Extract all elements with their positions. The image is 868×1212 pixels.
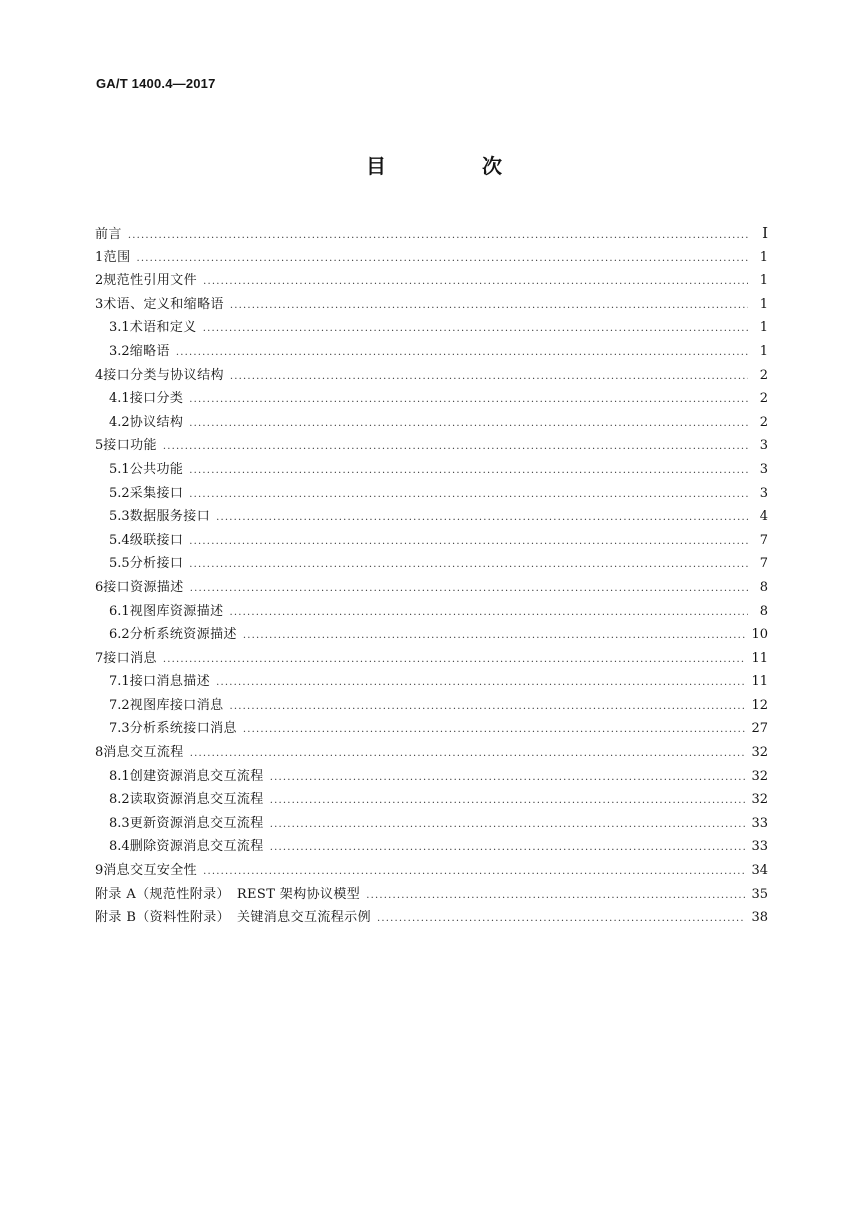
toc-entry-page-number: 1 — [759, 273, 768, 289]
dot-leader — [189, 387, 748, 411]
toc-entry-number: 3.2 — [109, 343, 130, 359]
toc-entry-number: 4 — [95, 367, 104, 383]
toc-entry-label: 读取资源消息交互流程 — [129, 792, 264, 808]
toc-entry-label: 接口分类与协议结构 — [103, 367, 224, 383]
toc-entry-number: 9 — [95, 863, 104, 879]
toc-entry-label: 接口消息 — [103, 650, 157, 666]
document-code: GA/T 1400.4—2017 — [96, 76, 216, 91]
toc-entry-label: 数据服务接口 — [129, 509, 211, 525]
toc-entry-label: 分析系统资源描述 — [129, 627, 237, 643]
toc-entry-number: 8.4 — [109, 839, 130, 855]
dot-leader — [136, 246, 748, 270]
toc-entry-number: 8.3 — [109, 815, 130, 831]
toc-entry-number: 6.1 — [109, 603, 130, 619]
dot-leader — [377, 906, 745, 930]
toc-entry-page-number: 34 — [751, 863, 768, 879]
toc-entry-page-number: 2 — [759, 391, 768, 407]
table-of-contents — [95, 222, 768, 930]
toc-entry[interactable] — [95, 293, 768, 317]
dot-leader — [189, 482, 748, 506]
toc-entry-page-number: 8 — [759, 603, 768, 619]
page-title: 目 次 — [366, 154, 540, 178]
toc-entry[interactable] — [95, 364, 768, 388]
dot-leader — [189, 411, 748, 435]
toc-entry-page-number: 27 — [751, 721, 768, 737]
dot-leader — [163, 434, 748, 458]
toc-entry-label: 接口功能 — [103, 438, 157, 454]
toc-entry[interactable] — [95, 482, 768, 506]
toc-entry[interactable] — [95, 835, 768, 859]
dot-leader — [270, 788, 746, 812]
toc-entry[interactable] — [95, 812, 768, 836]
dot-leader — [203, 859, 745, 883]
toc-entry-label: 视图库资源描述 — [129, 603, 224, 619]
toc-entry-label: 级联接口 — [129, 532, 184, 548]
toc-entry-number: 5.1 — [109, 461, 130, 477]
dot-leader — [190, 741, 746, 765]
toc-entry-label: 视图库接口消息 — [129, 697, 224, 713]
dot-leader — [230, 364, 748, 388]
toc-entry-page-number: 10 — [751, 627, 768, 643]
toc-entry-number: 5.3 — [109, 509, 130, 525]
toc-entry-page-number: 11 — [751, 674, 768, 690]
toc-entry-label: 协议结构 — [129, 414, 184, 430]
toc-entry-page-number: 1 — [759, 320, 768, 336]
toc-entry[interactable] — [95, 269, 768, 293]
toc-entry-number: 5.4 — [109, 532, 130, 548]
toc-entry-page-number: 3 — [759, 485, 768, 501]
toc-entry-page-number: 7 — [759, 556, 768, 572]
toc-entry-page-number: 32 — [751, 768, 768, 784]
toc-entry-label: 附录 B（资料性附录） 关键消息交互流程示例 — [95, 910, 371, 926]
toc-entry-label: 接口分类 — [129, 391, 184, 407]
toc-entry-page-number: 2 — [759, 414, 768, 430]
toc-entry-page-number: 4 — [759, 509, 768, 525]
toc-entry-page-number: 32 — [751, 792, 768, 808]
toc-entry-label: 删除资源消息交互流程 — [129, 839, 264, 855]
toc-entry[interactable] — [95, 717, 768, 741]
dot-leader — [189, 552, 748, 576]
toc-entry[interactable] — [95, 411, 768, 435]
toc-entry-number: 2 — [95, 273, 104, 289]
toc-entry-number: 5.2 — [109, 485, 130, 501]
toc-entry-page-number: 38 — [751, 910, 768, 926]
toc-entry-number: 5 — [95, 438, 104, 454]
toc-entry-label: 接口资源描述 — [103, 579, 184, 595]
toc-entry-number: 7.2 — [109, 697, 130, 713]
toc-entry-number: 1 — [95, 249, 104, 265]
toc-entry-page-number: 1 — [759, 249, 768, 265]
toc-entry-number: 8.2 — [109, 792, 130, 808]
toc-entry-number: 6.2 — [109, 627, 130, 643]
toc-entry-page-number: 33 — [751, 815, 768, 831]
toc-entry-label: 分析接口 — [129, 556, 184, 572]
toc-entry-number: 7 — [95, 650, 104, 666]
toc-entry-page-number: 2 — [759, 367, 768, 383]
toc-entry-label: 术语和定义 — [129, 320, 197, 336]
toc-entry[interactable] — [95, 788, 768, 812]
toc-entry[interactable] — [95, 741, 768, 765]
toc-entry-number: 8 — [95, 745, 104, 761]
toc-entry[interactable] — [95, 529, 768, 553]
toc-entry-number: 4.2 — [109, 414, 130, 430]
toc-entry[interactable] — [95, 222, 768, 246]
toc-entry[interactable] — [95, 600, 768, 624]
toc-entry-page-number: 12 — [751, 697, 768, 713]
toc-entry-label: 规范性引用文件 — [103, 273, 198, 289]
toc-entry-label: 接口消息描述 — [129, 674, 211, 690]
toc-entry-label: 前言 — [95, 227, 122, 242]
dot-leader — [189, 458, 748, 482]
toc-entry-page-number: 35 — [751, 886, 768, 902]
toc-entry-label: 更新资源消息交互流程 — [129, 815, 264, 831]
toc-entry[interactable] — [95, 458, 768, 482]
toc-entry[interactable] — [95, 505, 768, 529]
dot-leader — [216, 505, 748, 529]
toc-entry-label: 采集接口 — [129, 485, 184, 501]
dot-leader — [366, 883, 745, 907]
dot-leader — [128, 223, 748, 247]
toc-entry-label: 缩略语 — [129, 343, 170, 359]
toc-entry-number: 3.1 — [109, 320, 130, 336]
toc-entry[interactable] — [95, 623, 768, 647]
toc-entry-number: 6 — [95, 579, 104, 595]
toc-entry-page-number: 11 — [751, 650, 768, 666]
toc-entry[interactable] — [95, 316, 768, 340]
toc-entry-label: 消息交互流程 — [103, 745, 184, 761]
toc-entry[interactable] — [95, 765, 768, 789]
dot-leader — [190, 576, 748, 600]
dot-leader — [203, 269, 748, 293]
toc-entry[interactable] — [95, 906, 768, 930]
dot-leader — [230, 600, 749, 624]
toc-entry-number: 8.1 — [109, 768, 130, 784]
toc-entry[interactable] — [95, 670, 768, 694]
dot-leader — [270, 835, 746, 859]
toc-entry[interactable] — [95, 576, 768, 600]
toc-entry[interactable] — [95, 387, 768, 411]
toc-entry-page-number: 3 — [759, 461, 768, 477]
toc-entry[interactable] — [95, 552, 768, 576]
toc-entry-page-number: 7 — [759, 532, 768, 548]
toc-entry-page-number: 8 — [759, 579, 768, 595]
toc-entry-label: 范围 — [103, 249, 131, 265]
toc-entry-page-number: 32 — [751, 745, 768, 761]
toc-entry[interactable] — [95, 859, 768, 883]
toc-entry-page-number: Ⅰ — [762, 224, 768, 242]
toc-entry[interactable] — [95, 340, 768, 364]
dot-leader — [216, 670, 745, 694]
dot-leader — [176, 340, 748, 364]
dot-leader — [230, 293, 748, 317]
toc-entry-label: 公共功能 — [129, 461, 184, 477]
toc-entry-number: 3 — [95, 296, 104, 312]
toc-entry[interactable] — [95, 246, 768, 270]
toc-entry-number: 4.1 — [109, 391, 130, 407]
toc-entry-page-number: 1 — [759, 343, 768, 359]
dot-leader — [189, 529, 748, 553]
toc-entry[interactable] — [95, 694, 768, 718]
dot-leader — [270, 765, 746, 789]
toc-entry-number: 5.5 — [109, 556, 130, 572]
toc-entry-number: 7.3 — [109, 721, 130, 737]
toc-entry-label: 创建资源消息交互流程 — [129, 768, 264, 784]
toc-entry-page-number: 1 — [759, 296, 768, 312]
dot-leader — [243, 717, 746, 741]
toc-entry[interactable] — [95, 434, 768, 458]
toc-entry-label: 附录 A（规范性附录） REST 架构协议模型 — [95, 886, 361, 902]
toc-entry-label: 术语、定义和缩略语 — [103, 296, 224, 312]
dot-leader — [203, 316, 748, 340]
toc-entry-label: 消息交互安全性 — [103, 863, 198, 879]
toc-entry-label: 分析系统接口消息 — [129, 721, 237, 737]
toc-entry-page-number: 3 — [759, 438, 768, 454]
toc-entry-number: 7.1 — [109, 674, 130, 690]
dot-leader — [270, 812, 746, 836]
toc-entry-page-number: 33 — [751, 839, 768, 855]
dot-leader — [243, 623, 746, 647]
toc-entry[interactable] — [95, 883, 768, 907]
toc-entry[interactable] — [95, 647, 768, 671]
dot-leader — [163, 647, 746, 671]
dot-leader — [230, 694, 746, 718]
